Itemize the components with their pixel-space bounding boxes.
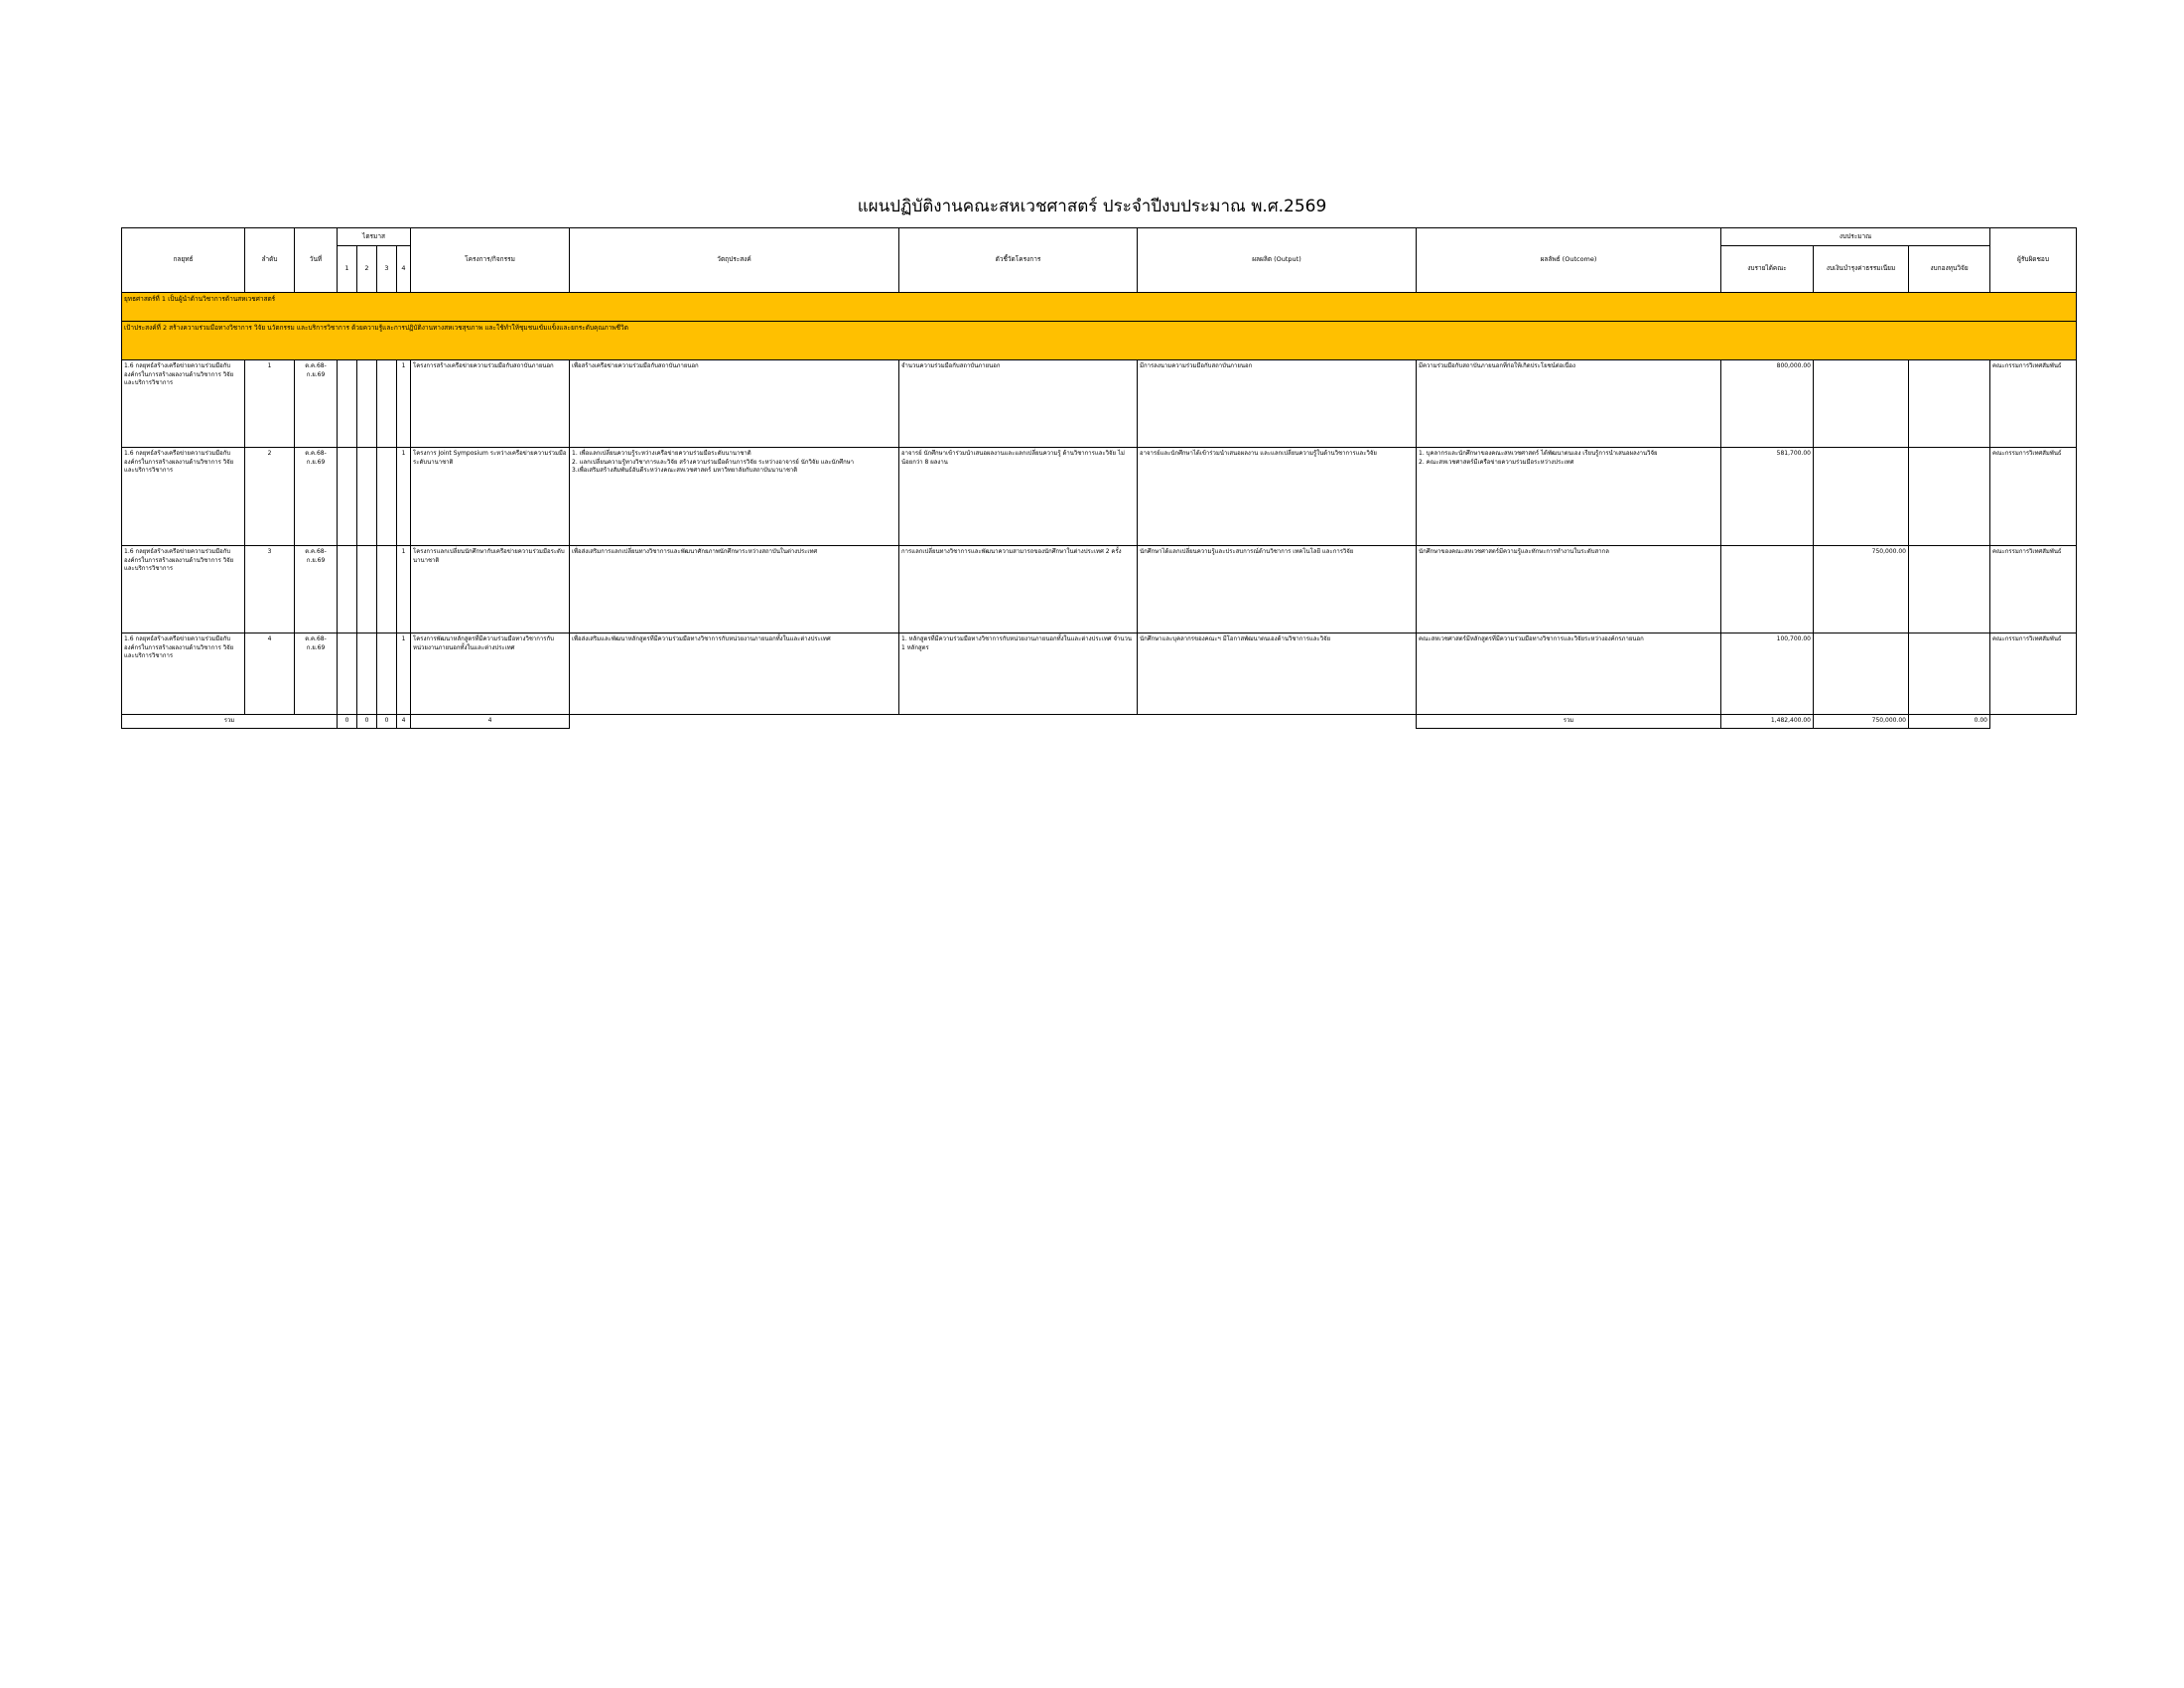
page-title: แผนปฏิบัติงานคณะสหเวชศาสตร์ ประจำปีงบประมาณ พ.ศ.2569 — [857, 197, 1327, 216]
cell-output: นักศึกษาได้แลกเปลี่ยนความรู้และประสบการณ์ด้านวิชาการ เทคโนโลยี และการวิจัย — [1138, 546, 1417, 633]
total-q1: 0 — [338, 715, 357, 729]
cell-output: มีการลงนามความร่วมมือกับสถาบันภายนอก — [1138, 360, 1417, 448]
header-owner: ผู้รับผิดชอบ — [1990, 228, 2077, 293]
cell-budget-faculty: 100,700.00 — [1721, 633, 1814, 715]
cell-outcome: นักศึกษาของคณะสหเวชศาสตร์มีความรู้และทักษะการทำงานในระดับสากล — [1417, 546, 1721, 633]
cell-project: โครงการสร้างเครือข่ายความร่วมมือกับสถาบันภายนอก — [411, 360, 570, 448]
cell-budget-faculty — [1721, 546, 1814, 633]
cell-budget-research — [1909, 546, 1990, 633]
header-strategy: กลยุทธ์ — [122, 228, 245, 293]
cell-indicator: การแลกเปลี่ยนทางวิชาการและพัฒนาความสามารถของนักศึกษาในต่างประเทศ 2 ครั้ง — [899, 546, 1138, 633]
total-gap — [899, 715, 1138, 729]
cell-order: 4 — [245, 633, 295, 715]
total-q3: 0 — [377, 715, 397, 729]
goal-band — [122, 322, 2077, 360]
header-budget-fee: งบเงินบำรุงค่าธรรมเนียม — [1814, 246, 1909, 293]
header-budget-faculty: งบรายได้คณะ — [1721, 246, 1814, 293]
cell-q1 — [338, 448, 357, 546]
table-header — [122, 228, 2077, 293]
header-date: วันที่ — [295, 228, 338, 293]
cell-order: 2 — [245, 448, 295, 546]
cell-budget-research — [1909, 633, 1990, 715]
cell-owner: คณะกรรมการวิเทศสัมพันธ์ — [1990, 448, 2077, 546]
total-gap — [1990, 715, 2077, 729]
cell-budget-fee: 750,000.00 — [1814, 546, 1909, 633]
cell-q1 — [338, 546, 357, 633]
table-row — [122, 546, 2077, 633]
cell-budget-fee — [1814, 360, 1909, 448]
total-q4: 4 — [397, 715, 411, 729]
cell-strategy: 1.6 กลยุทธ์สร้างเครือข่ายความร่วมมือกับองค์กรในการสร้างผลงานด้านวิชาการ วิจัย และบริการวิชาการ — [122, 546, 245, 633]
cell-q3 — [377, 546, 397, 633]
header-q1: 1 — [338, 246, 357, 293]
cell-date: ต.ค.68-ก.ย.69 — [295, 633, 338, 715]
cell-q3 — [377, 633, 397, 715]
cell-budget-research — [1909, 448, 1990, 546]
cell-q4: 1 — [397, 360, 411, 448]
cell-indicator: อาจารย์ นักศึกษาเข้าร่วมนำเสนอผลงานและแลกเปลี่ยนความรู้ ด้านวิชาการและวิจัย ไม่น้อยกว่า 8 ผลงาน — [899, 448, 1138, 546]
table-row — [122, 360, 2077, 448]
cell-outcome: 1. บุคลากรและนักศึกษาของคณะสหเวชศาสตร์ ได้พัฒนาตนเอง เรียนรู้การนำเสนอผลงานวิจัย 2. คณะสหเวชศาสตร์มีเครือข่ายความร่วมมือระหว่างประเทศ — [1417, 448, 1721, 546]
header-budget-research: งบกองทุนวิจัย — [1909, 246, 1990, 293]
cell-q2 — [357, 448, 377, 546]
cell-q3 — [377, 360, 397, 448]
cell-budget-faculty: 581,700.00 — [1721, 448, 1814, 546]
cell-q2 — [357, 360, 377, 448]
cell-objective: 1. เพื่อแลกเปลี่ยนความรู้ระหว่างเครือข่ายความร่วมมือระดับนานาชาติ 2. แลกเปลี่ยนความรู้ทางวิชาการและวิจัย สร้างความร่วมมือด้านการวิจัย ระหว่างอาจารย์ นักวิจัย และนักศึกษา 3.เพื่อเสริมสร้างสัมพันธ์อันดีระหว่างคณะสหเวชศาสตร์ มหาวิทยาลัยกับสถาบันนานาชาติ — [570, 448, 899, 546]
cell-output: อาจารย์และนักศึกษาได้เข้าร่วมนำเสนอผลงาน และแลกเปลี่ยนความรู้ในด้านวิชาการและวิจัย — [1138, 448, 1417, 546]
total-project-count: 4 — [411, 715, 570, 729]
goal-band-text: เป้าประสงค์ที่ 2 สร้างความร่วมมือทางวิชาการ วิจัย นวัตกรรม และบริการวิชาการ ด้วยความรู้และการปฏิบัติงานทางสหเวชสุขภาพ และใช้ทำให้ชุมชนเข้มแข็งและยกระดับคุณภาพชีวิต — [122, 322, 2077, 360]
cell-q4: 1 — [397, 633, 411, 715]
total-label-right: รวม — [1417, 715, 1721, 729]
table-row — [122, 633, 2077, 715]
cell-budget-research — [1909, 360, 1990, 448]
cell-q3 — [377, 448, 397, 546]
cell-owner: คณะกรรมการวิเทศสัมพันธ์ — [1990, 633, 2077, 715]
cell-strategy: 1.6 กลยุทธ์สร้างเครือข่ายความร่วมมือกับองค์กรในการสร้างผลงานด้านวิชาการ วิจัย และบริการวิชาการ — [122, 633, 245, 715]
header-order: ลำดับ — [245, 228, 295, 293]
header-output: ผลผลิต (Output) — [1138, 228, 1417, 293]
header-q2: 2 — [357, 246, 377, 293]
strategy-band-text: ยุทธศาสตร์ที่ 1 เป็นผู้นำด้านวิชาการด้านสหเวชศาสตร์ — [122, 293, 2077, 322]
cell-strategy: 1.6 กลยุทธ์สร้างเครือข่ายความร่วมมือกับองค์กรในการสร้างผลงานด้านวิชาการ วิจัย และบริการวิชาการ — [122, 360, 245, 448]
header-objective: วัตถุประสงค์ — [570, 228, 899, 293]
cell-objective: เพื่อสร้างเครือข่ายความร่วมมือกับสถาบันภายนอก — [570, 360, 899, 448]
cell-date: ต.ค.68-ก.ย.69 — [295, 360, 338, 448]
cell-order: 3 — [245, 546, 295, 633]
strategy-band — [122, 293, 2077, 322]
header-q3: 3 — [377, 246, 397, 293]
cell-budget-fee — [1814, 448, 1909, 546]
header-indicator: ตัวชี้วัดโครงการ — [899, 228, 1138, 293]
totals-row — [122, 715, 2077, 729]
header-project: โครงการ/กิจกรรม — [411, 228, 570, 293]
total-q2: 0 — [357, 715, 377, 729]
action-plan-table — [121, 227, 2077, 729]
header-quarter: ไตรมาส — [338, 228, 411, 246]
total-gap — [1138, 715, 1417, 729]
cell-q2 — [357, 546, 377, 633]
cell-order: 1 — [245, 360, 295, 448]
cell-strategy: 1.6 กลยุทธ์สร้างเครือข่ายความร่วมมือกับองค์กรในการสร้างผลงานด้านวิชาการ วิจัย และบริการวิชาการ — [122, 448, 245, 546]
cell-project: โครงการพัฒนาหลักสูตรที่มีความร่วมมือทางวิชาการกับหน่วยงานภายนอกทั้งในและต่างประเทศ — [411, 633, 570, 715]
cell-q2 — [357, 633, 377, 715]
cell-q1 — [338, 360, 357, 448]
cell-owner: คณะกรรมการวิเทศสัมพันธ์ — [1990, 360, 2077, 448]
total-budget-fee: 750,000.00 — [1814, 715, 1909, 729]
cell-objective: เพื่อส่งเสริมการแลกเปลี่ยนทางวิชาการและพัฒนาศักยภาพนักศึกษาระหว่างสถาบันในต่างประเทศ — [570, 546, 899, 633]
total-gap — [570, 715, 899, 729]
total-budget-research: 0.00 — [1909, 715, 1990, 729]
cell-q4: 1 — [397, 448, 411, 546]
cell-project: โครงการแลกเปลี่ยนนักศึกษากับเครือข่ายความร่วมมือระดับนานาชาติ — [411, 546, 570, 633]
cell-indicator: 1. หลักสูตรที่มีความร่วมมือทางวิชาการกับหน่วยงานภายนอกทั้งในและต่างประเทศ จำนวน 1 หลักสูตร — [899, 633, 1138, 715]
cell-project: โครงการ Joint Symposium ระหว่างเครือข่ายความร่วมมือระดับนานาชาติ — [411, 448, 570, 546]
cell-budget-fee — [1814, 633, 1909, 715]
cell-objective: เพื่อส่งเสริมและพัฒนาหลักสูตรที่มีความร่วมมือทางวิชาการกับหน่วยงานภายนอกทั้งในและต่างประเทศ — [570, 633, 899, 715]
cell-q1 — [338, 633, 357, 715]
cell-outcome: คณะสหเวชศาสตร์มีหลักสูตรที่มีความร่วมมือทางวิชาการและวิจัยระหว่างองค์กรภายนอก — [1417, 633, 1721, 715]
header-budget: งบประมาณ — [1721, 228, 1990, 246]
total-budget-faculty: 1,482,400.00 — [1721, 715, 1814, 729]
header-q4: 4 — [397, 246, 411, 293]
cell-budget-faculty: 800,000.00 — [1721, 360, 1814, 448]
cell-date: ต.ค.68-ก.ย.69 — [295, 448, 338, 546]
cell-output: นักศึกษาและบุคลากรของคณะฯ มีโอกาสพัฒนาตนเองด้านวิชาการและวิจัย — [1138, 633, 1417, 715]
header-outcome: ผลลัพธ์ (Outcome) — [1417, 228, 1721, 293]
cell-owner: คณะกรรมการวิเทศสัมพันธ์ — [1990, 546, 2077, 633]
table-row — [122, 448, 2077, 546]
total-label-left: รวม — [122, 715, 338, 729]
cell-q4: 1 — [397, 546, 411, 633]
cell-indicator: จำนวนความร่วมมือกับสถาบันภายนอก — [899, 360, 1138, 448]
cell-date: ต.ค.68-ก.ย.69 — [295, 546, 338, 633]
cell-outcome: มีความร่วมมือกับสถาบันภายนอกที่ก่อให้เกิดประโยชน์ต่อเนื่อง — [1417, 360, 1721, 448]
